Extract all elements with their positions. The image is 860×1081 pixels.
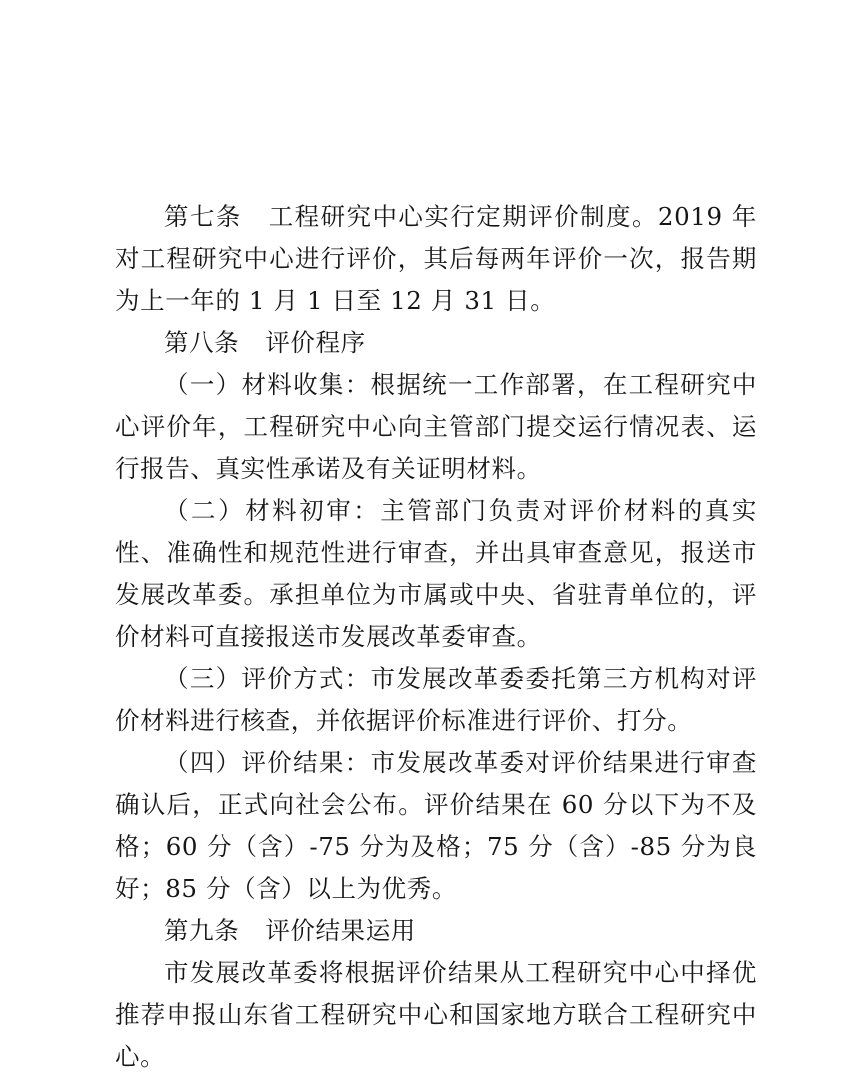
article-9-heading-line bbox=[115, 910, 757, 952]
article-8-item-4: （四）评价结果：市发展改革委对评价结果进行审查确认后，正式向社会公布。评价结果在 60 分以下为不及格；60 分（含）-75 分为及格；75 分（含）-85 分为良好；85 分（含）以上为优秀。 bbox=[115, 748, 757, 903]
article-9-body: 市发展改革委将根据评价结果从工程研究中心中择优推荐申报山东省工程研究中心和国家地方联合工程研究中心。 bbox=[115, 958, 757, 1071]
article-8-title: 评价程序 bbox=[265, 328, 366, 357]
article-7 bbox=[115, 196, 757, 322]
article-8-item-2: （二）材料初审：主管部门负责对评价材料的真实性、准确性和规范性进行审查，并出具审查意见，报送市发展改革委。承担单位为市属或中央、省驻青单位的，评价材料可直接报送市发展改革委审查。 bbox=[115, 496, 757, 651]
article-7-heading: 第七条 bbox=[164, 202, 242, 231]
article-9-title: 评价结果运用 bbox=[265, 916, 416, 945]
article-8-heading-line bbox=[115, 322, 757, 364]
article-8-item-3: （三）评价方式：市发展改革委委托第三方机构对评价材料进行核查，并依据评价标准进行评价、打分。 bbox=[115, 664, 757, 735]
article-9-heading: 第九条 bbox=[164, 916, 240, 945]
article-7-body: 工程研究中心实行定期评价制度。2019 年对工程研究中心进行评价，其后每两年评价一次，报告期为上一年的 1 月 1 日至 12 月 31 日。 bbox=[115, 202, 757, 315]
document-body bbox=[115, 196, 757, 1078]
article-8-item-1: （一）材料收集：根据统一工作部署，在工程研究中心评价年，工程研究中心向主管部门提交运行情况表、运行报告、真实性承诺及有关证明材料。 bbox=[115, 370, 757, 483]
article-8-heading: 第八条 bbox=[164, 328, 240, 357]
